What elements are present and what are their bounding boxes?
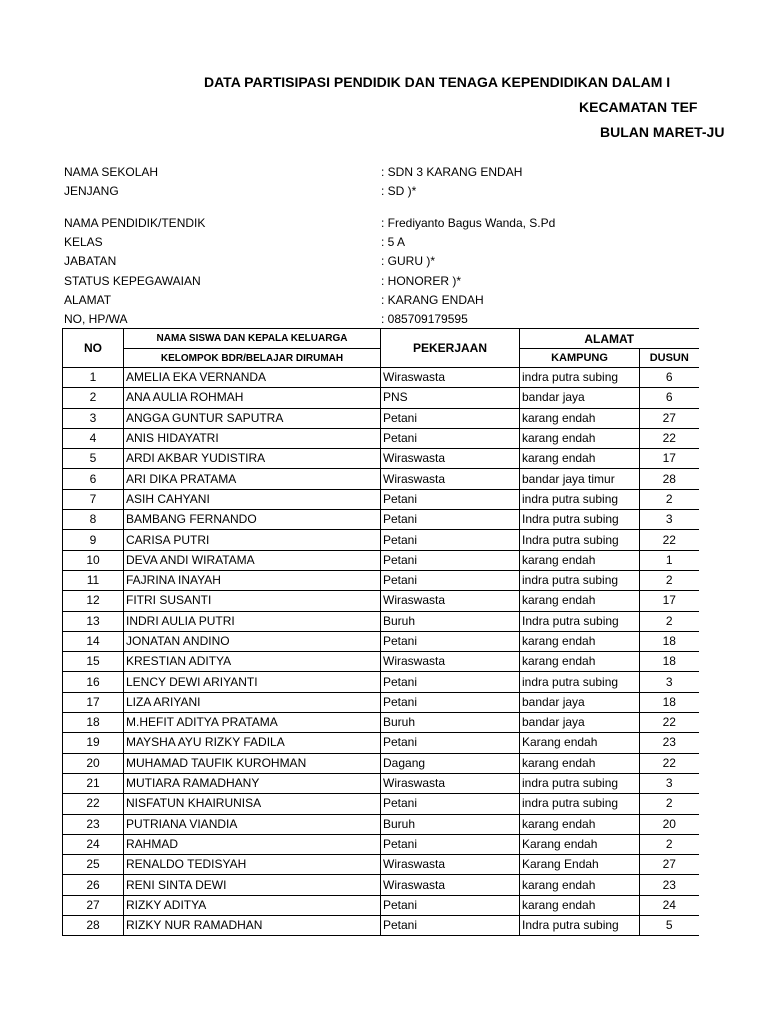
row-dusun: 28: [640, 469, 699, 489]
row-no: 6: [63, 469, 124, 489]
row-kampung: indra putra subing: [520, 570, 640, 590]
row-nama: JONATAN ANDINO: [124, 631, 381, 651]
row-nama: BAMBANG FERNANDO: [124, 510, 381, 530]
table-row: [63, 814, 699, 834]
row-no: 27: [63, 895, 124, 915]
row-nama: MUTIARA RAMADHANY: [124, 773, 381, 793]
row-dusun: 3: [640, 773, 699, 793]
row-kampung: indra putra subing: [520, 794, 640, 814]
row-kampung: indra putra subing: [520, 489, 640, 509]
header-kampung: KAMPUNG: [520, 349, 640, 368]
table-row: [63, 753, 699, 773]
table-row: [63, 773, 699, 793]
row-no: 15: [63, 652, 124, 672]
info-value: : 5 A: [381, 235, 406, 249]
row-pekerjaan: Petani: [381, 631, 520, 651]
row-nama: RIZKY ADITYA: [124, 895, 381, 915]
table-row: [63, 692, 699, 712]
row-no: 17: [63, 692, 124, 712]
row-no: 14: [63, 631, 124, 651]
row-kampung: bandar jaya timur: [520, 469, 640, 489]
row-kampung: bandar jaya: [520, 713, 640, 733]
row-no: 25: [63, 855, 124, 875]
row-no: 21: [63, 773, 124, 793]
row-nama: ANA AULIA ROHMAH: [124, 388, 381, 408]
row-pekerjaan: Petani: [381, 692, 520, 712]
row-nama: KRESTIAN ADITYA: [124, 652, 381, 672]
row-pekerjaan: Buruh: [381, 814, 520, 834]
row-nama: ANGGA GUNTUR SAPUTRA: [124, 408, 381, 428]
row-dusun: 2: [640, 570, 699, 590]
row-kampung: karang endah: [520, 895, 640, 915]
info-label: JABATAN: [64, 254, 117, 268]
row-dusun: 27: [640, 855, 699, 875]
row-kampung: Karang Endah: [520, 855, 640, 875]
row-pekerjaan: Wiraswasta: [381, 469, 520, 489]
row-kampung: indra putra subing: [520, 368, 640, 388]
row-nama: NISFATUN KHAIRUNISA: [124, 794, 381, 814]
row-pekerjaan: Petani: [381, 672, 520, 692]
row-pekerjaan: Wiraswasta: [381, 591, 520, 611]
table-row: [63, 713, 699, 733]
row-nama: LIZA ARIYANI: [124, 692, 381, 712]
row-no: 11: [63, 570, 124, 590]
row-no: 1: [63, 368, 124, 388]
row-nama: AMELIA EKA VERNANDA: [124, 368, 381, 388]
table-row: [63, 834, 699, 854]
row-dusun: 2: [640, 794, 699, 814]
row-dusun: 6: [640, 388, 699, 408]
row-pekerjaan: Buruh: [381, 611, 520, 631]
row-kampung: karang endah: [520, 449, 640, 469]
row-kampung: Karang endah: [520, 834, 640, 854]
row-dusun: 23: [640, 733, 699, 753]
info-label: KELAS: [64, 235, 103, 249]
row-no: 10: [63, 550, 124, 570]
info-value: : SD )*: [381, 184, 417, 198]
header-pekerjaan: PEKERJAAN: [381, 329, 520, 368]
row-kampung: indra putra subing: [520, 773, 640, 793]
table-row: [63, 428, 699, 448]
row-pekerjaan: Wiraswasta: [381, 449, 520, 469]
row-kampung: bandar jaya: [520, 388, 640, 408]
header-nama: NAMA SISWA DAN KEPALA KELUARGA: [124, 329, 381, 349]
row-dusun: 18: [640, 631, 699, 651]
row-kampung: karang endah: [520, 875, 640, 895]
row-pekerjaan: Petani: [381, 733, 520, 753]
row-no: 19: [63, 733, 124, 753]
row-pekerjaan: Wiraswasta: [381, 368, 520, 388]
row-nama: ARI DIKA PRATAMA: [124, 469, 381, 489]
info-label: ALAMAT: [64, 293, 112, 307]
row-nama: M.HEFIT ADITYA PRATAMA: [124, 713, 381, 733]
info-label: JENJANG: [64, 184, 119, 198]
info-label: NAMA PENDIDIK/TENDIK: [64, 216, 206, 230]
table-row: [63, 469, 699, 489]
title-line-2: KECAMATAN TEF: [579, 99, 698, 115]
row-dusun: 5: [640, 916, 699, 936]
row-kampung: Karang endah: [520, 733, 640, 753]
row-pekerjaan: PNS: [381, 388, 520, 408]
row-dusun: 1: [640, 550, 699, 570]
row-dusun: 20: [640, 814, 699, 834]
row-no: 23: [63, 814, 124, 834]
row-nama: INDRI AULIA PUTRI: [124, 611, 381, 631]
row-kampung: karang endah: [520, 550, 640, 570]
row-dusun: 3: [640, 672, 699, 692]
row-nama: FAJRINA INAYAH: [124, 570, 381, 590]
row-no: 24: [63, 834, 124, 854]
title-line-3: BULAN MARET-JU: [600, 124, 725, 140]
row-kampung: karang endah: [520, 408, 640, 428]
row-kampung: Indra putra subing: [520, 510, 640, 530]
row-pekerjaan: Wiraswasta: [381, 855, 520, 875]
row-dusun: 27: [640, 408, 699, 428]
row-dusun: 2: [640, 611, 699, 631]
row-pekerjaan: Petani: [381, 408, 520, 428]
table-row: [63, 408, 699, 428]
row-dusun: 3: [640, 510, 699, 530]
row-dusun: 22: [640, 753, 699, 773]
row-nama: RENI SINTA DEWI: [124, 875, 381, 895]
row-nama: ASIH CAHYANI: [124, 489, 381, 509]
row-kampung: karang endah: [520, 753, 640, 773]
row-dusun: 6: [640, 368, 699, 388]
row-no: 22: [63, 794, 124, 814]
row-pekerjaan: Petani: [381, 834, 520, 854]
table-row: [63, 794, 699, 814]
row-kampung: karang endah: [520, 631, 640, 651]
row-no: 20: [63, 753, 124, 773]
row-no: 9: [63, 530, 124, 550]
row-dusun: 18: [640, 692, 699, 712]
header-alamat: ALAMAT: [520, 329, 699, 349]
info-label: NO, HP/WA: [64, 312, 128, 326]
table-row: [63, 672, 699, 692]
row-kampung: Indra putra subing: [520, 611, 640, 631]
row-dusun: 22: [640, 713, 699, 733]
row-nama: LENCY DEWI ARIYANTI: [124, 672, 381, 692]
table-row: [63, 550, 699, 570]
row-pekerjaan: Petani: [381, 530, 520, 550]
row-nama: RENALDO TEDISYAH: [124, 855, 381, 875]
row-nama: RIZKY NUR RAMADHAN: [124, 916, 381, 936]
table-row: [63, 570, 699, 590]
info-label: NAMA SEKOLAH: [64, 165, 159, 179]
row-dusun: 18: [640, 652, 699, 672]
row-dusun: 17: [640, 449, 699, 469]
row-nama: PUTRIANA VIANDIA: [124, 814, 381, 834]
row-kampung: indra putra subing: [520, 672, 640, 692]
table-row: [63, 611, 699, 631]
table-row: [63, 895, 699, 915]
row-pekerjaan: Petani: [381, 794, 520, 814]
row-nama: DEVA ANDI WIRATAMA: [124, 550, 381, 570]
row-no: 18: [63, 713, 124, 733]
row-pekerjaan: Petani: [381, 510, 520, 530]
title-line-1: DATA PARTISIPASI PENDIDIK DAN TENAGA KEPENDIDIKAN DALAM I: [204, 74, 671, 90]
table-row: [63, 631, 699, 651]
row-nama: ANIS HIDAYATRI: [124, 428, 381, 448]
header-no: NO: [63, 329, 124, 368]
table-row: [63, 449, 699, 469]
table-row: [63, 489, 699, 509]
row-nama: FITRI SUSANTI: [124, 591, 381, 611]
row-pekerjaan: Wiraswasta: [381, 875, 520, 895]
row-pekerjaan: Dagang: [381, 753, 520, 773]
row-pekerjaan: Petani: [381, 916, 520, 936]
info-value: : GURU )*: [381, 254, 435, 268]
row-dusun: 23: [640, 875, 699, 895]
row-pekerjaan: Buruh: [381, 713, 520, 733]
row-kampung: karang endah: [520, 428, 640, 448]
info-value: : HONORER )*: [381, 274, 462, 288]
info-value: : 085709179595: [381, 312, 468, 326]
row-nama: RAHMAD: [124, 834, 381, 854]
table-row: [63, 916, 699, 936]
table-row: [63, 855, 699, 875]
row-nama: CARISA PUTRI: [124, 530, 381, 550]
table-row: [63, 733, 699, 753]
table-row: [63, 388, 699, 408]
row-no: 4: [63, 428, 124, 448]
table-body: [63, 368, 699, 936]
row-kampung: karang endah: [520, 814, 640, 834]
row-no: 8: [63, 510, 124, 530]
row-no: 5: [63, 449, 124, 469]
row-dusun: 24: [640, 895, 699, 915]
row-pekerjaan: Petani: [381, 428, 520, 448]
row-kampung: karang endah: [520, 652, 640, 672]
row-kampung: bandar jaya: [520, 692, 640, 712]
table-row: [63, 591, 699, 611]
table-row: [63, 875, 699, 895]
row-kampung: Indra putra subing: [520, 530, 640, 550]
row-dusun: 2: [640, 834, 699, 854]
row-pekerjaan: Petani: [381, 895, 520, 915]
row-no: 3: [63, 408, 124, 428]
row-no: 13: [63, 611, 124, 631]
row-pekerjaan: Wiraswasta: [381, 652, 520, 672]
row-pekerjaan: Petani: [381, 550, 520, 570]
row-nama: ARDI AKBAR YUDISTIRA: [124, 449, 381, 469]
header-kelompok: KELOMPOK BDR/BELAJAR DIRUMAH: [124, 349, 381, 368]
row-kampung: Indra putra subing: [520, 916, 640, 936]
row-no: 12: [63, 591, 124, 611]
info-value: : Frediyanto Bagus Wanda, S.Pd: [381, 216, 556, 230]
row-no: 2: [63, 388, 124, 408]
table-row: [63, 530, 699, 550]
row-pekerjaan: Petani: [381, 489, 520, 509]
row-pekerjaan: Petani: [381, 570, 520, 590]
row-kampung: karang endah: [520, 591, 640, 611]
header-dusun: DUSUN: [640, 349, 699, 368]
row-no: 28: [63, 916, 124, 936]
row-no: 16: [63, 672, 124, 692]
row-dusun: 17: [640, 591, 699, 611]
row-nama: MUHAMAD TAUFIK KUROHMAN: [124, 753, 381, 773]
row-nama: MAYSHA AYU RIZKY FADILA: [124, 733, 381, 753]
row-no: 26: [63, 875, 124, 895]
row-dusun: 22: [640, 530, 699, 550]
table-row: [63, 652, 699, 672]
student-table: [62, 328, 699, 936]
table-row: [63, 510, 699, 530]
row-dusun: 2: [640, 489, 699, 509]
info-value: : SDN 3 KARANG ENDAH: [381, 165, 523, 179]
info-label: STATUS KEPEGAWAIAN: [64, 274, 201, 288]
info-value: : KARANG ENDAH: [381, 293, 484, 307]
row-pekerjaan: Wiraswasta: [381, 773, 520, 793]
table-row: [63, 368, 699, 388]
row-no: 7: [63, 489, 124, 509]
row-dusun: 22: [640, 428, 699, 448]
